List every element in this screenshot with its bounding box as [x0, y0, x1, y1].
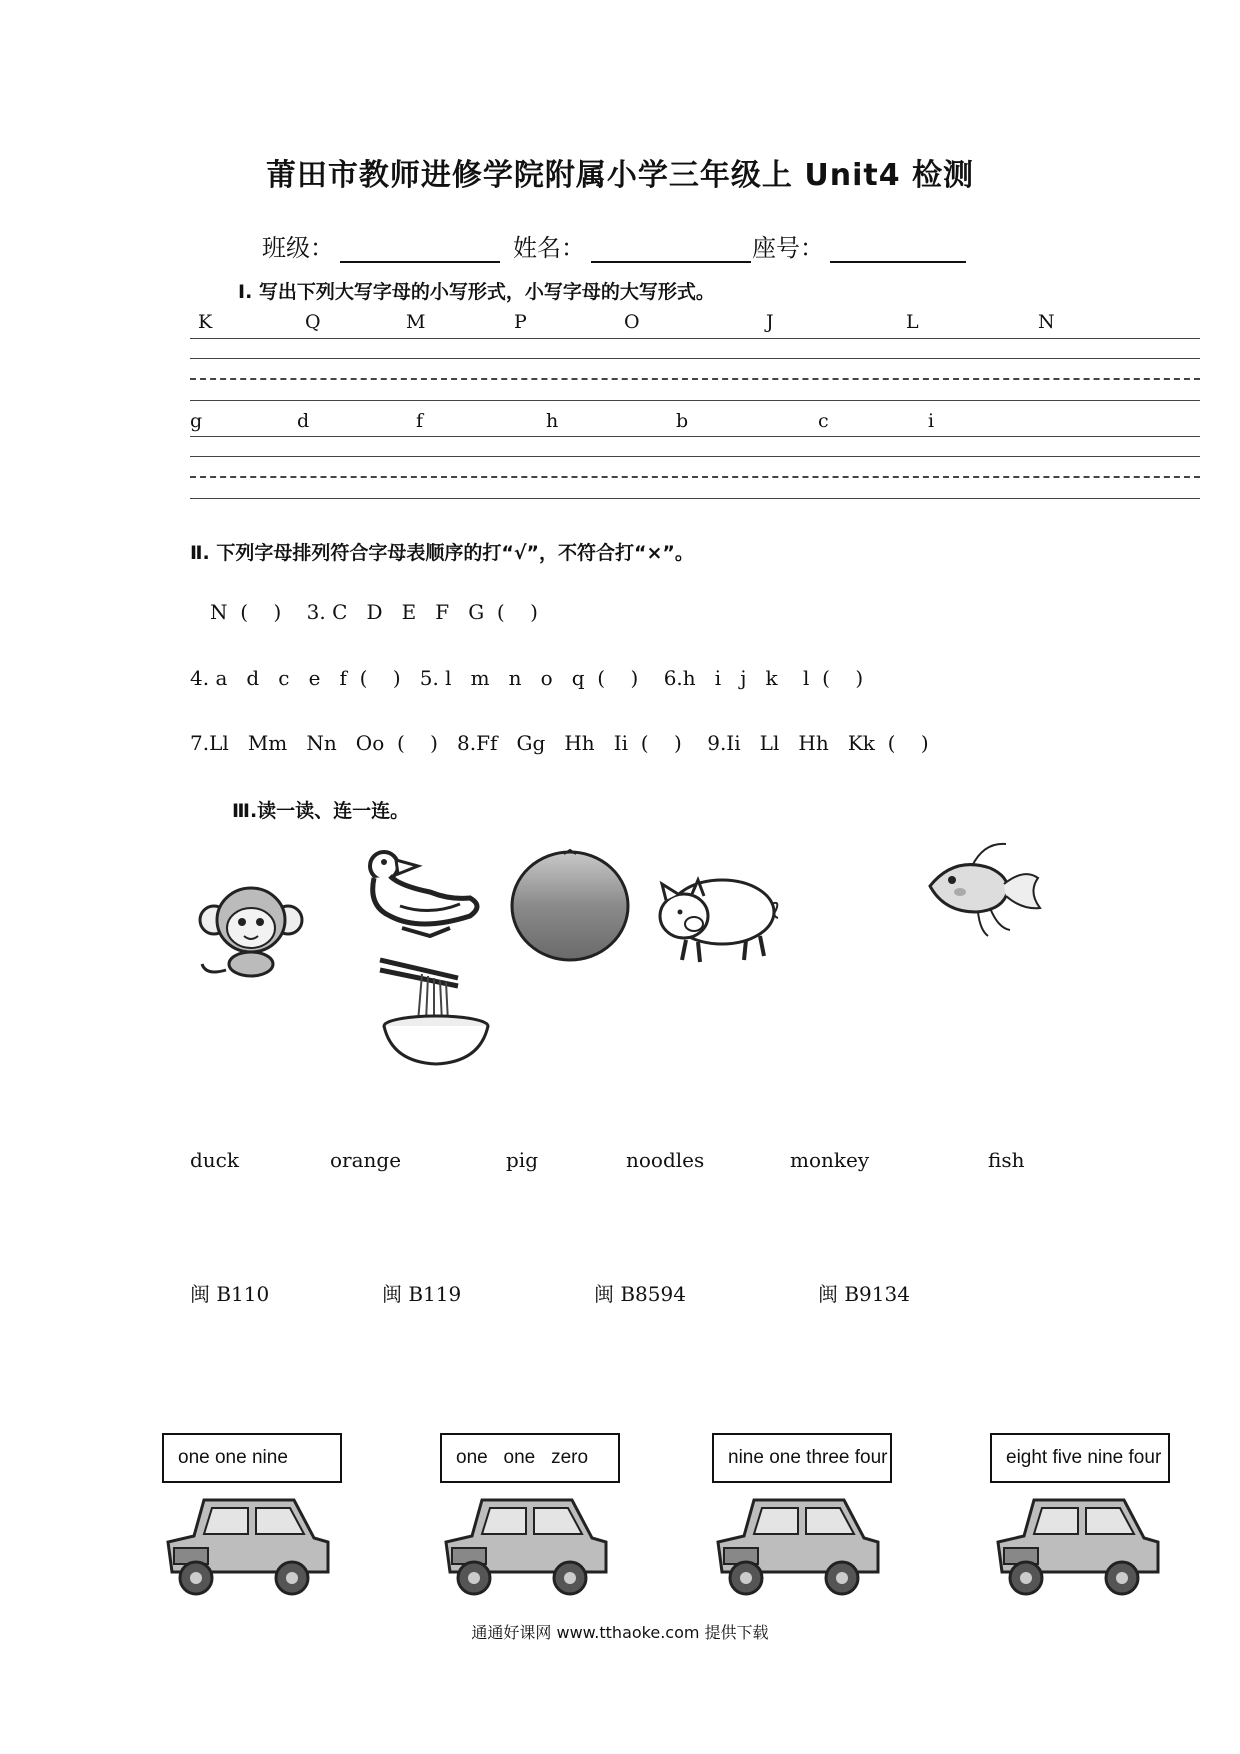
word-label: noodles — [626, 1148, 705, 1172]
word-label: monkey — [790, 1148, 870, 1172]
word-label: pig — [506, 1148, 539, 1172]
word-label: fish — [988, 1148, 1025, 1172]
class-field[interactable] — [262, 228, 500, 263]
writing-dashed-line[interactable] — [190, 378, 1200, 380]
lower-letter: d — [297, 410, 310, 432]
license-plate: 闽 B8594 — [594, 1282, 686, 1306]
class-blank[interactable] — [340, 237, 500, 263]
order-question-row: 7.Ll Mm Nn Oo ( ) 8.Ff Gg Hh Ii ( ) 9.Ii Ll Hh Kk ( ) — [190, 731, 929, 755]
word-label: duck — [190, 1148, 240, 1172]
upper-letter: K — [198, 311, 213, 333]
lower-letter: h — [546, 410, 559, 432]
car-picture — [994, 1492, 1162, 1598]
upper-letter: O — [624, 311, 640, 333]
car-label-box: one one zero — [440, 1433, 620, 1483]
name-label: 姓名： — [513, 234, 585, 262]
car-picture — [442, 1492, 610, 1598]
upper-letter: P — [514, 311, 527, 333]
pig-picture — [646, 870, 782, 966]
license-plate: 闽 B110 — [190, 1282, 270, 1306]
lower-letter: c — [818, 410, 829, 432]
lower-letter: f — [416, 410, 424, 432]
section1-heading: Ⅰ. 写出下列大写字母的小写形式，小写字母的大写形式。 — [238, 281, 715, 303]
upper-letter: Q — [305, 311, 321, 333]
license-plate: 闽 B119 — [382, 1282, 462, 1306]
class-label: 班级： — [262, 234, 334, 262]
order-question-row: N ( ) 3. C D E F G ( ) — [210, 600, 538, 624]
lower-letter: g — [190, 410, 203, 432]
page-title: 莆田市教师进修学院附属小学三年级上 Unit4 检测 — [265, 158, 975, 193]
seat-label: 座号： — [752, 234, 824, 262]
section2-heading: Ⅱ. 下列字母排列符合字母表顺序的打“√”，不符合打“×”。 — [190, 542, 694, 564]
upper-letter: M — [406, 311, 426, 333]
car-picture — [164, 1492, 332, 1598]
upper-letter: L — [906, 311, 919, 333]
writing-line[interactable] — [190, 498, 1200, 499]
car-label-box: nine one three four — [712, 1433, 892, 1483]
orange-picture — [508, 846, 632, 962]
writing-line[interactable] — [190, 400, 1200, 401]
footer-credit: 通通好课网 www.tthaoke.com 提供下载 — [471, 1623, 769, 1642]
upper-letter: J — [766, 311, 774, 333]
writing-dashed-line[interactable] — [190, 476, 1200, 478]
monkey-picture — [196, 880, 306, 980]
name-field[interactable] — [513, 228, 751, 263]
lower-letter: b — [676, 410, 689, 432]
seat-field[interactable] — [752, 228, 966, 263]
writing-line[interactable] — [190, 456, 1200, 457]
order-question-row: 4. a d c e f ( ) 5. l m n o q ( ) 6.h i j k l ( ) — [190, 666, 864, 690]
seat-blank[interactable] — [830, 237, 966, 263]
fish-picture — [924, 838, 1044, 938]
name-blank[interactable] — [591, 237, 751, 263]
lower-letter: i — [928, 410, 935, 432]
duck-picture — [360, 846, 485, 946]
upper-letter: N — [1038, 311, 1055, 333]
noodles-picture — [378, 956, 496, 1072]
section3-heading: Ⅲ.读一读、连一连。 — [232, 800, 410, 822]
writing-line[interactable] — [190, 338, 1200, 339]
writing-line[interactable] — [190, 436, 1200, 437]
writing-line[interactable] — [190, 358, 1200, 359]
car-label-box: eight five nine four — [990, 1433, 1170, 1483]
word-label: orange — [330, 1148, 402, 1172]
car-picture — [714, 1492, 882, 1598]
car-label-box: one one nine — [162, 1433, 342, 1483]
license-plate: 闽 B9134 — [818, 1282, 910, 1306]
